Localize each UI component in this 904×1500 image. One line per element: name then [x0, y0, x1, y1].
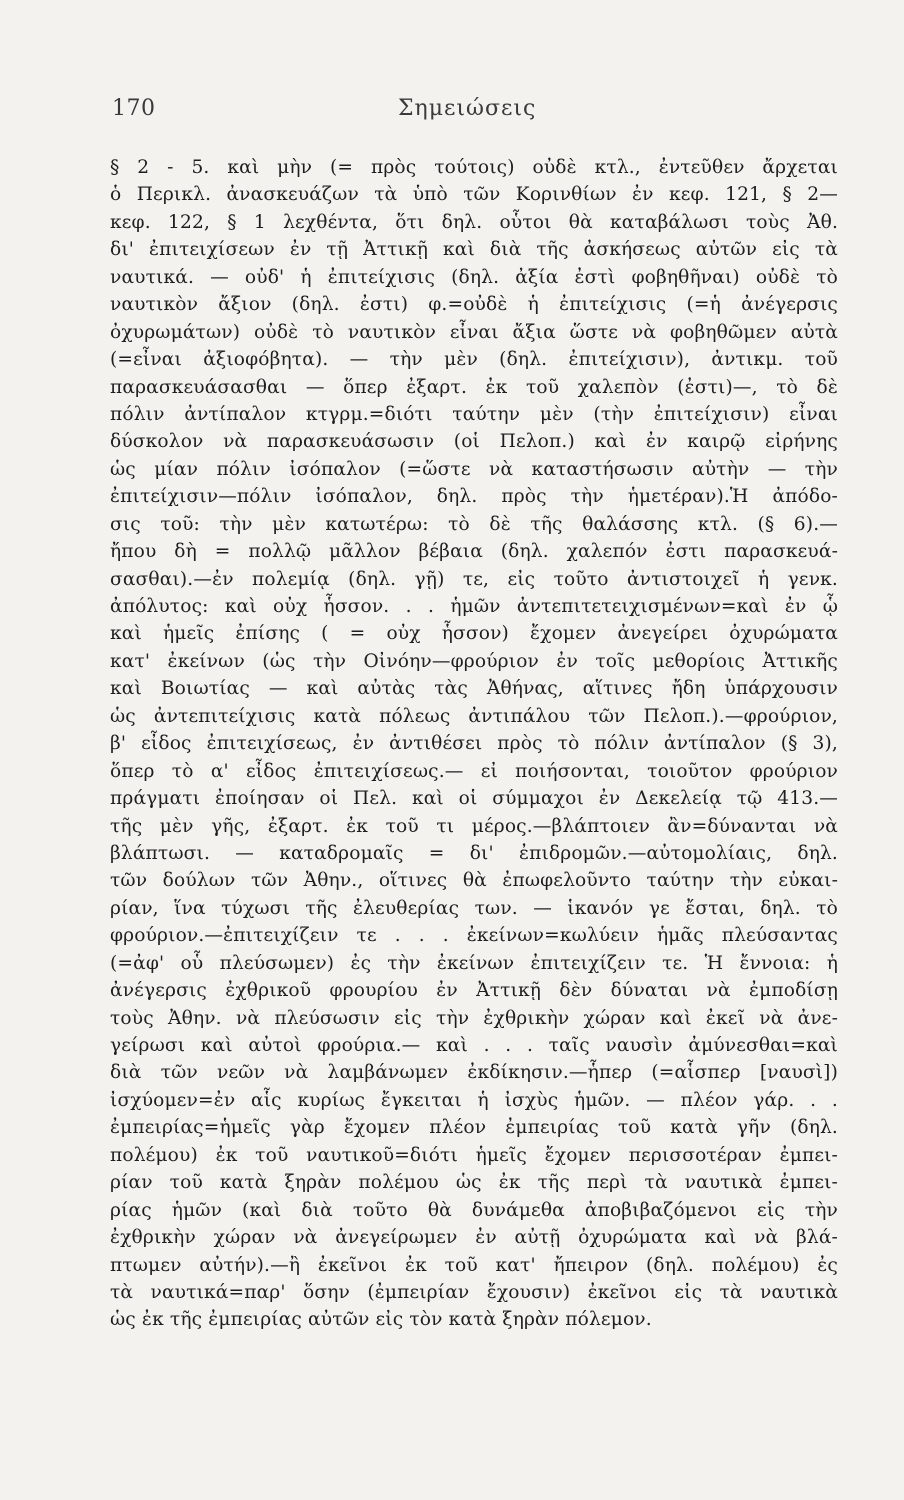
commentary-text	[110, 154, 838, 1334]
text-line: ἐμπειρίας=ἡμεῖς γὰρ ἔχομεν πλέον ἐμπειρίας τοῦ κατὰ γῆν (δηλ.	[110, 1117, 838, 1139]
text-line: ὀχυρωμάτων) οὐδὲ τὸ ναυτικὸν εἶναι ἄξια ὥστε νὰ φοβηθῶμεν αὐτὰ	[110, 321, 838, 343]
text-line: (=ἀφ' οὗ πλεύσωμεν) ἐς τὴν ἐκείνων ἐπιτειχίζειν τε. Ἡ ἔννοια: ἡ	[110, 952, 838, 974]
text-line: παρασκευάσασθαι — ὅπερ ἐξαρτ. ἐκ τοῦ χαλεπὸν (ἐστι)—, τὸ δὲ	[110, 376, 838, 398]
page-header	[112, 96, 826, 132]
text-line: τοὺς Ἀθην. νὰ πλεύσωσιν εἰς τὴν ἐχθρικὴν χώραν καὶ ἐκεῖ νὰ ἀνε-	[110, 1007, 838, 1029]
text-line: κατ' ἐκείνων (ὡς τὴν Οἰνόην—φρούριον ἐν τοῖς μεθορίοις Ἀττικῆς	[110, 650, 838, 672]
text-line: (=εἶναι ἀξιοφόβητα). — τὴν μὲν (δηλ. ἐπιτείχισιν), ἀντικμ. τοῦ	[110, 349, 838, 371]
text-line: καὶ Βοιωτίας — καὶ αὐτὰς τὰς Ἀθήνας, αἵτινες ἤδη ὑπάρχουσιν	[110, 678, 838, 700]
text-line: διὰ τῶν νεῶν νὰ λαμβάνωμεν ἐκδίκησιν.—ἧπερ (=αἷσπερ [ναυσὶ])	[110, 1062, 838, 1084]
text-line: ρίαν, ἵνα τύχωσι τῆς ἐλευθερίας των. — ἱκανόν γε ἔσται, δηλ. τὸ	[110, 897, 838, 919]
text-line: ἤπου δὴ = πολλῷ μᾶλλον βέβαια (δηλ. χαλεπόν ἐστι παρασκευά-	[110, 541, 838, 563]
text-line: ἀνέγερσις ἐχθρικοῦ φρουρίου ἐν Ἀττικῇ δὲν δύναται νὰ ἐμποδίσῃ	[110, 980, 838, 1002]
text-line: ἐχθρικὴν χώραν νὰ ἀνεγείρωμεν ἐν αὐτῇ ὀχυρώματα καὶ νὰ βλά-	[110, 1227, 838, 1249]
text-line: πράγματι ἐποίησαν οἱ Πελ. καὶ οἱ σύμμαχοι ἐν Δεκελείᾳ τῷ 413.—	[110, 788, 838, 810]
text-line: ἰσχύομεν=ἐν αἷς κυρίως ἔγκειται ἡ ἰσχὺς ἡμῶν. — πλέον γάρ. . .	[110, 1089, 838, 1111]
text-line: ὡς ἐκ τῆς ἐμπειρίας αὐτῶν εἰς τὸν κατὰ ξηρὰν πόλεμον.	[110, 1309, 652, 1331]
text-line: ὡς ἀντεπιτείχισις κατὰ πόλεως ἀντιπάλου τῶν Πελοπ.).—φρούριον,	[110, 705, 838, 727]
text-line: ὅπερ τὸ α' εἶδος ἐπιτειχίσεως.— εἰ ποιήσονται, τοιοῦτον φρούριον	[110, 760, 838, 782]
text-line: φρούριον.—ἐπιτειχίζειν τε . . . ἐκείνων=κωλύειν ἡμᾶς πλεύσαντας	[110, 925, 838, 947]
text-line: σις τοῦ: τὴν μὲν κατωτέρω: τὸ δὲ τῆς θαλάσσης κτλ. (§ 6).—	[110, 513, 838, 535]
text-line: τὰ ναυτικά=παρ' ὅσην (ἐμπειρίαν ἔχουσιν) ἐκεῖνοι εἰς τὰ ναυτικὰ	[110, 1281, 838, 1303]
text-line: πόλιν ἀντίπαλον κτγρμ.=διότι ταύτην μὲν (τὴν ἐπιτείχισιν) εἶναι	[110, 403, 838, 425]
text-line: ἐπιτείχισιν—πόλιν ἰσόπαλον, δηλ. πρὸς τὴν ἡμετέραν).Ἡ ἀπόδο-	[110, 486, 838, 508]
text-line: ὡς μίαν πόλιν ἰσόπαλον (=ὥστε νὰ καταστήσωσιν αὐτὴν — τὴν	[110, 458, 838, 480]
text-line: ρίας ἡμῶν (καὶ διὰ τοῦτο θὰ δυνάμεθα ἀποβιβαζόμενοι εἰς τὴν	[110, 1199, 838, 1221]
text-line: καὶ ἡμεῖς ἐπίσης ( = οὐχ ἧσσον) ἔχομεν ἀνεγείρει ὀχυρώματα	[110, 623, 838, 645]
text-line: β' εἶδος ἐπιτειχίσεως, ἐν ἀντιθέσει πρὸς τὸ πόλιν ἀντίπαλον (§ 3),	[110, 733, 838, 755]
text-line: ναυτικὸν ἄξιον (δηλ. ἐστι) φ.=οὐδὲ ἡ ἐπιτείχισις (=ἡ ἀνέγερσις	[110, 294, 838, 316]
text-line: τῆς μὲν γῆς, ἐξαρτ. ἐκ τοῦ τι μέρος.—βλάπτοιεν ἂν=δύνανται νὰ	[110, 815, 838, 837]
text-line: σασθαι).—ἐν πολεμίᾳ (δηλ. γῇ) τε, εἰς τοῦτο ἀντιστοιχεῖ ἡ γενκ.	[110, 568, 838, 590]
text-line: βλάπτωσι. — καταδρομαῖς = δι' ἐπιδρομῶν.—αὐτομολίαις, δηλ.	[110, 842, 838, 864]
page-number: 170	[112, 96, 156, 121]
text-line: ναυτικά. — οὐδ' ἡ ἐπιτείχισις (δηλ. ἀξία ἐστὶ φοβηθῆναι) οὐδὲ τὸ	[110, 266, 838, 288]
text-line: δύσκολον νὰ παρασκευάσωσιν (οἱ Πελοπ.) καὶ ἐν καιρῷ εἰρήνης	[110, 431, 838, 453]
text-line: ἀπόλυτος: καὶ οὐχ ἧσσον. . . ἡμῶν ἀντεπιτετειχισμένων=καὶ ἐν ᾧ	[110, 596, 838, 617]
text-line: πτωμεν αὐτήν).—ἢ ἐκεῖνοι ἐκ τοῦ κατ' ἤπειρον (δηλ. πολέμου) ἐς	[110, 1254, 838, 1276]
text-line: ὁ Περικλ. ἀνασκευάζων τὰ ὑπὸ τῶν Κορινθίων ἐν κεφ. 121, § 2—	[110, 184, 838, 206]
text-line: τῶν δούλων τῶν Ἀθην., οἵτινες θὰ ἐπωφελοῦντο ταύτην τὴν εὐκαι-	[110, 870, 838, 892]
text-line: κεφ. 122, § 1 λεχθέντα, ὅτι δηλ. οὗτοι θὰ καταβάλωσι τοὺς Ἀθ.	[110, 211, 838, 233]
running-title: Σημειώσεις	[398, 96, 537, 121]
text-line: δι' ἐπιτειχίσεων ἐν τῇ Ἀττικῇ καὶ διὰ τῆς ἀσκήσεως αὐτῶν εἰς τὰ	[110, 239, 838, 261]
text-line: γείρωσι καὶ αὐτοὶ φρούρια.— καὶ . . . ταῖς ναυσὶν ἀμύνεσθαι=καὶ	[110, 1035, 838, 1056]
text-line: § 2 - 5. καὶ μὴν (= πρὸς τούτοις) οὐδὲ κτλ., ἐντεῦθεν ἄρχεται	[110, 157, 838, 178]
text-line: πολέμου) ἐκ τοῦ ναυτικοῦ=διότι ἡμεῖς ἔχομεν περισσοτέραν ἐμπει-	[110, 1144, 838, 1166]
text-line: ρίαν τοῦ κατὰ ξηρὰν πολέμου ὡς ἐκ τῆς περὶ τὰ ναυτικὰ ἐμπει-	[110, 1172, 838, 1194]
